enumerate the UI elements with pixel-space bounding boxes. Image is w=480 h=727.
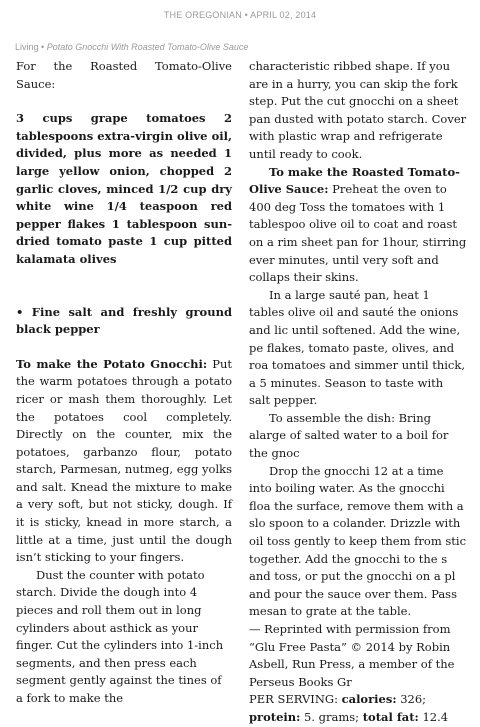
drop-paragraph: Drop the gnocchi 12 at a time into boiling water. As the gnocchi floa the surface, remove them with a slo spoon to a colander. Drizzle with oil toss gently to keep them from stic together. Add the gnocchi to the s and toss, or put the gnocchi on a pl and pour the sauce over them. Pass mesan to grate at the table. [249, 463, 467, 619]
breadcrumb [15, 42, 470, 52]
sauce-text: Preheat the oven to 400 deg Toss the tomatoes with 1 tablespoo olive oil to coat and roast on a rim sheet pan for 1hour, stirring ever minutes, until very soft and collaps their skins. [249, 182, 467, 285]
section-link[interactable]: Living [15, 42, 39, 52]
calories-label: calories: [341, 692, 397, 707]
nutrition-info [249, 691, 467, 726]
serving-prefix: PER SERVING: [249, 692, 338, 707]
article-title: Potato Gnocchi With Roasted Tomato-Olive Sauce [46, 42, 249, 52]
fat-label: total fat: [362, 709, 419, 724]
saute-paragraph: In a large sauté pan, heat 1 tables olive oil and sauté the onions and lic until softened. Add the wine, pe flakes, tomato paste, olives, and roa tomatoes and simmer until thick, a 5 minutes. Season to taste with salt pepper. [249, 287, 465, 408]
sauce-label: To make the Roasted Tomato-Olive Sauce: [249, 164, 460, 197]
gnocchi-instructions [16, 356, 232, 567]
left-column [16, 58, 232, 708]
seasoning-bullet: • Fine salt and freshly ground black pepper [16, 304, 232, 337]
gnocchi-label: To make the Potato Gnocchi: [16, 356, 208, 371]
calories-value: 326; [400, 692, 427, 707]
continued-paragraph: characteristic ribbed shape. If you are in a hurry, you can skip the fork step. Put the cut gnocchi on a sheet pan dusted with potato starch. Cover with plastic wrap and refrigerate until ready to cook. [249, 59, 467, 161]
right-column [249, 58, 467, 727]
publication-masthead: THE OREGONIAN • APRIL 02, 2014 [163, 10, 317, 20]
credit-line: — Reprinted with permission from “Glu Free Pasta” © 2014 by Robin Asbell, Run Press, a member of the Perseus Books Gr [249, 622, 455, 689]
ingredient-list: 3 cups grape tomatoes 2 tablespoons extra-virgin olive oil, divided, plus more as needed 1 large yellow onion, chopped 2 garlic cloves, minced 1/2 cup dry white wine 1/4 teaspoon red pepper flakes 1 tablespoon sun-dried tomato paste 1 cup pitted kalamata olives [16, 111, 232, 266]
protein-value: 5. grams; [304, 709, 360, 724]
sauce-instructions [249, 164, 467, 287]
breadcrumb-separator: • [41, 42, 45, 52]
protein-label: protein: [249, 709, 301, 724]
gnocchi-text: Put the warm potatoes through a potato ricer or mash them thoroughly. Let the potatoes cool completely. Directly on the counter, mix the potatoes, garbanzo flour, potato starch, Parmesan, nutmeg, egg yolks and salt. Knead the mixture to make a very soft, but not sticky, dough. If it is sticky, knead in more starch, a little at a time, just until the dough isn’t sticking to your fingers. [16, 356, 233, 565]
sauce-heading: For the Roasted Tomato-Olive Sauce: [16, 59, 232, 91]
fat-value: 12.4 [422, 709, 449, 724]
assemble-paragraph: To assemble the dish: Bring alarge of salted water to a boil for the gnoc [249, 410, 449, 461]
dust-paragraph: Dust the counter with potato starch. Divide the dough into 4 pieces and roll them out in long cylinders about asthick as your finger. Cut the cylinders into 1-inch segments, and then press each segment gently against the tines of a fork to make the [16, 567, 224, 705]
